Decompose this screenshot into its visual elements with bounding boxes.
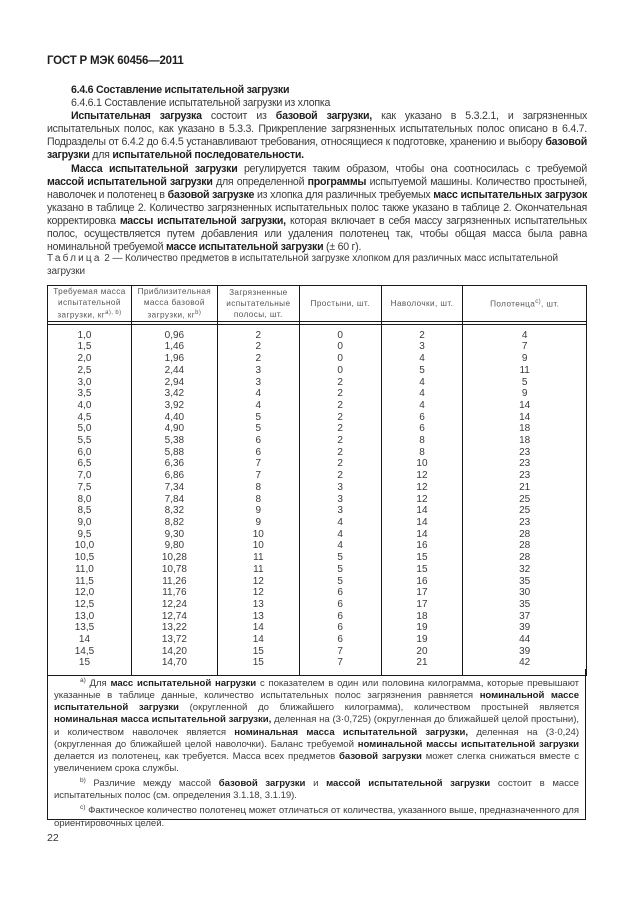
table-cell: 8 — [217, 494, 299, 506]
table-cell: 2 — [299, 435, 381, 447]
table-cell: 13,0 — [48, 611, 132, 623]
table-cell: 13,22 — [131, 622, 217, 634]
table-cell: 13,72 — [131, 634, 217, 646]
table-caption — [47, 252, 587, 278]
table-cell: 4,0 — [48, 400, 132, 412]
table-cell: 1,96 — [131, 353, 217, 365]
table-cell: 15 — [381, 552, 463, 564]
emphasis-term: массой испытательной загрузки — [47, 175, 213, 188]
table-cell: 15 — [381, 564, 463, 576]
table-row — [48, 540, 587, 552]
table-cell: 8 — [381, 435, 463, 447]
table-cell: 7,0 — [48, 470, 132, 482]
table-row — [48, 423, 587, 435]
table-cell: 3 — [299, 494, 381, 506]
table-cell: 2 — [217, 353, 299, 365]
table-cell: 16 — [381, 540, 463, 552]
table-cell: 20 — [381, 646, 463, 658]
table-cell: 14 — [381, 505, 463, 517]
table-cell: 1,5 — [48, 341, 132, 353]
table-cell: 19 — [381, 622, 463, 634]
table-row — [48, 324, 587, 341]
table-cell: 11 — [217, 564, 299, 576]
table-cell: 5,88 — [131, 447, 217, 459]
table-cell: 7 — [299, 657, 381, 675]
table-cell: 11,26 — [131, 576, 217, 588]
table-cell: 6,36 — [131, 458, 217, 470]
table-cell: 6,0 — [48, 447, 132, 459]
table-cell: 5 — [381, 365, 463, 377]
table-row — [48, 576, 587, 588]
footnote: $^{c)}$ Фактическое количество полотенец может отличаться от количества, указанного выше, предназначенного для ориентировочных целей. — [54, 804, 579, 829]
table-cell: 32 — [463, 564, 587, 576]
table-cell: 5 — [299, 564, 381, 576]
emphasis-term: базовой загрузке — [167, 188, 255, 201]
table-cell: 6 — [299, 622, 381, 634]
table-cell: 11,5 — [48, 576, 132, 588]
table-row — [48, 587, 587, 599]
table-cell: 10,5 — [48, 552, 132, 564]
table-cell: 21 — [463, 482, 587, 494]
table-cell: 9 — [217, 505, 299, 517]
table-cell: 0 — [299, 365, 381, 377]
table-cell: 9,80 — [131, 540, 217, 552]
table-cell: 5,38 — [131, 435, 217, 447]
table-cell: 2 — [299, 470, 381, 482]
table-cell: 18 — [463, 423, 587, 435]
table-cell: 4 — [381, 400, 463, 412]
table-cell: 4 — [299, 529, 381, 541]
table-cell: 8 — [381, 447, 463, 459]
emphasis-term: Испытательная загрузка — [71, 110, 202, 123]
table-cell: 3 — [381, 341, 463, 353]
table-cell: 25 — [463, 494, 587, 506]
table-cell: 5 — [299, 552, 381, 564]
table-row — [48, 365, 587, 377]
emphasis-term: номинальная масса испытательной загрузки, — [54, 714, 272, 726]
table-cell: 3 — [217, 377, 299, 389]
column-header-1: Требуемая масса испытательной загрузки, $кг^{a), b)}$ — [48, 286, 132, 322]
footnote-mark: c) — [80, 804, 86, 812]
table-cell: 2 — [299, 400, 381, 412]
table-cell: 4 — [299, 540, 381, 552]
table-cell: 13,5 — [48, 622, 132, 634]
table-cell: 14,70 — [131, 657, 217, 675]
items-table — [47, 285, 587, 676]
table-cell: 39 — [463, 622, 587, 634]
table-cell: 42 — [463, 657, 587, 675]
table-cell: 6 — [299, 587, 381, 599]
table-cell: 5,5 — [48, 435, 132, 447]
table-caption-number: 2 — [104, 253, 110, 264]
table-cell: 3 — [217, 365, 299, 377]
table-cell: 12,74 — [131, 611, 217, 623]
table-cell: 4 — [381, 377, 463, 389]
table-header-row — [48, 286, 587, 322]
table-cell: 2 — [299, 458, 381, 470]
column-header-5: Наволочки, шт. — [381, 286, 463, 322]
table-cell: 35 — [463, 599, 587, 611]
table-cell: 5,0 — [48, 423, 132, 435]
table-cell: 3 — [299, 482, 381, 494]
table-row — [48, 494, 587, 506]
table-cell: 6,5 — [48, 458, 132, 470]
table-row — [48, 341, 587, 353]
table-row — [48, 564, 587, 576]
table-cell: 12 — [381, 494, 463, 506]
table-caption-text: — Количество предметов в испытательной загрузке хлопком для различных масс испытательной загрузки — [47, 253, 558, 277]
table-cell: 7 — [217, 470, 299, 482]
emphasis-term: массе испытательной загрузки — [165, 241, 324, 254]
table-cell: 14 — [381, 517, 463, 529]
table-row — [48, 646, 587, 658]
table-cell: 11 — [463, 365, 587, 377]
table-row — [48, 505, 587, 517]
table-row — [48, 470, 587, 482]
table-cell: 14,20 — [131, 646, 217, 658]
table-cell: 23 — [463, 447, 587, 459]
table-cell: 6 — [299, 599, 381, 611]
column-header-4: Простыни, шт. — [299, 286, 381, 322]
table-cell: 10 — [217, 529, 299, 541]
table-cell: 12,5 — [48, 599, 132, 611]
table-cell: 4,40 — [131, 412, 217, 424]
column-header-2: Приблизительная масса базовой загрузки, $кг^{b)}$ — [131, 286, 217, 322]
table-cell: 4,5 — [48, 412, 132, 424]
section-title: 6.4.6 Составление испытательной загрузки — [71, 84, 290, 96]
table-cell: 2,5 — [48, 365, 132, 377]
table-cell: 9,0 — [48, 517, 132, 529]
emphasis-term: номинальная масса испытательной загрузки, — [234, 726, 469, 738]
table-cell: 13 — [217, 599, 299, 611]
table-footnotes — [47, 669, 586, 829]
table-cell: 2 — [217, 324, 299, 341]
footnote-mark: b) — [80, 776, 86, 784]
table-cell: 7,34 — [131, 482, 217, 494]
table-row — [48, 412, 587, 424]
table-cell: 0 — [299, 324, 381, 341]
table-row — [48, 400, 587, 412]
table-cell: 1,46 — [131, 341, 217, 353]
table-cell: 44 — [463, 634, 587, 646]
table-row — [48, 435, 587, 447]
emphasis-term: базовой загрузки — [218, 778, 306, 790]
table-cell: 25 — [463, 505, 587, 517]
emphasis-term: номинальной массы испытательной загрузки — [357, 738, 579, 750]
table-cell: 8,5 — [48, 505, 132, 517]
table-row — [48, 599, 587, 611]
table-cell: 4,90 — [131, 423, 217, 435]
emphasis-term: номинальной массе испытательной загрузки — [54, 690, 579, 714]
table-cell: 28 — [463, 552, 587, 564]
table-cell: 4 — [381, 388, 463, 400]
table-cell: 10 — [381, 458, 463, 470]
table-cell: 28 — [463, 529, 587, 541]
table-cell: 3,0 — [48, 377, 132, 389]
table-cell: 15 — [48, 657, 132, 675]
table-cell: 14 — [463, 400, 587, 412]
table-cell: 6 — [381, 412, 463, 424]
table-cell: 3 — [299, 505, 381, 517]
table-cell: 10,0 — [48, 540, 132, 552]
table-cell: 19 — [381, 634, 463, 646]
table-row — [48, 552, 587, 564]
table-cell: 17 — [381, 599, 463, 611]
table-row — [48, 611, 587, 623]
table-cell: 12 — [381, 470, 463, 482]
table-cell: 2,94 — [131, 377, 217, 389]
table-cell: 15 — [217, 646, 299, 658]
table-cell: 9,30 — [131, 529, 217, 541]
table-cell: 12 — [217, 576, 299, 588]
table-cell: 2 — [299, 423, 381, 435]
column-header-3: Загрязненные испытательные полосы, шт. — [217, 286, 299, 322]
table-cell: 6 — [299, 611, 381, 623]
table-cell: 10,28 — [131, 552, 217, 564]
table-row — [48, 353, 587, 365]
table-cell: 7,84 — [131, 494, 217, 506]
table-cell: 8 — [217, 482, 299, 494]
table-cell: 16 — [381, 576, 463, 588]
emphasis-term: масс испытательной нагрузки — [110, 678, 257, 690]
table-cell: 17 — [381, 587, 463, 599]
page-number: 22 — [47, 832, 59, 844]
table-cell: 2 — [299, 388, 381, 400]
table-row — [48, 517, 587, 529]
table-cell: 2,0 — [48, 353, 132, 365]
footnote-mark: a) — [80, 677, 86, 684]
table-cell: 12 — [381, 482, 463, 494]
table-cell: 18 — [463, 435, 587, 447]
table-row — [48, 482, 587, 494]
table-cell: 35 — [463, 576, 587, 588]
table-cell: 7 — [217, 458, 299, 470]
table-cell: 18 — [381, 611, 463, 623]
emphasis-term: испытательной последовательности. — [112, 149, 304, 162]
table-row — [48, 388, 587, 400]
table-cell: 4 — [299, 517, 381, 529]
emphasis-term: массы испытательной загрузки, — [119, 214, 286, 227]
table-cell: 15 — [217, 657, 299, 675]
table-cell: 0 — [299, 341, 381, 353]
table-cell: 5 — [463, 377, 587, 389]
table-cell: 6,86 — [131, 470, 217, 482]
table-cell: 6 — [217, 447, 299, 459]
table-cell: 9 — [463, 353, 587, 365]
table-cell: 7,5 — [48, 482, 132, 494]
table-cell: 4 — [217, 400, 299, 412]
table-cell: 2 — [299, 377, 381, 389]
table-cell: 1,0 — [48, 324, 132, 341]
table-row — [48, 458, 587, 470]
table-cell: 0,96 — [131, 324, 217, 341]
table-cell: 2 — [217, 341, 299, 353]
table-row — [48, 622, 587, 634]
table-cell: 12,0 — [48, 587, 132, 599]
table-cell: 7 — [299, 646, 381, 658]
table-cell: 14 — [217, 634, 299, 646]
emphasis-term: базовой загрузки, — [275, 110, 372, 123]
table-cell: 23 — [463, 470, 587, 482]
table-cell: 6 — [217, 435, 299, 447]
table-cell: 11,76 — [131, 587, 217, 599]
table-body — [48, 324, 587, 675]
table-cell: 7 — [463, 341, 587, 353]
table-cell: 5 — [217, 423, 299, 435]
table-cell: 9 — [217, 517, 299, 529]
table-cell: 6 — [381, 423, 463, 435]
emphasis-term: программы — [307, 175, 367, 188]
emphasis-term: масс испытательных загрузок — [433, 188, 588, 201]
table-cell: 5 — [217, 412, 299, 424]
table-caption-prefix: Таблица — [47, 253, 102, 264]
table-cell: 14 — [217, 622, 299, 634]
subsection-title: 6.4.6.1 Составление испытательной загрузки из хлопка — [71, 97, 331, 110]
table-cell: 30 — [463, 587, 587, 599]
table-cell: 4 — [217, 388, 299, 400]
table-cell: 8,82 — [131, 517, 217, 529]
table-cell: 2 — [299, 412, 381, 424]
emphasis-term: Масса испытательной загрузки — [71, 162, 238, 175]
table-cell: 23 — [463, 517, 587, 529]
table-cell: 3,92 — [131, 400, 217, 412]
table-row — [48, 377, 587, 389]
table-row — [48, 634, 587, 646]
footnote: $^{b)}$ Различие между массой базовой загрузки и массой испытательной загрузки состоит в массе испытательных полос (см. определения 3.1.18, 3.1.19). — [54, 776, 579, 802]
table-cell: 8,32 — [131, 505, 217, 517]
table-row — [48, 529, 587, 541]
table-cell: 14 — [48, 634, 132, 646]
table-cell: 12 — [217, 587, 299, 599]
table-cell: 13 — [217, 611, 299, 623]
table-cell: 3,42 — [131, 388, 217, 400]
table-cell: 9,5 — [48, 529, 132, 541]
table-cell: 3,5 — [48, 388, 132, 400]
table-cell: 10 — [217, 540, 299, 552]
paragraph-composition: Испытательная загрузка состоит из базовой загрузки, как указано в 5.3.2.1, и загрязненных испытательных полос, как указано в 5.3.3. Прикрепление загрязненных испытательных полос описано в 6.4.7. Подразделы от 6.4.2 до 6.4.5 устанавливают требования, относящиеся к подготовке, хранению и выбору базовой загрузки для испытательной последовательности. — [47, 110, 588, 162]
table-cell: 4 — [463, 324, 587, 341]
table-cell: 4 — [381, 353, 463, 365]
table-cell: 2 — [299, 447, 381, 459]
document-standard-id: ГОСТ Р МЭК 60456—2011 — [47, 55, 184, 67]
section-text — [47, 84, 587, 254]
table-cell: 11 — [217, 552, 299, 564]
emphasis-term: базовой загрузки — [47, 136, 587, 162]
table-cell: 28 — [463, 540, 587, 552]
table-cell: 12,24 — [131, 599, 217, 611]
emphasis-term: базовой загрузки — [339, 750, 422, 762]
table-cell: 14,5 — [48, 646, 132, 658]
table-row — [48, 447, 587, 459]
footnote: $^{a)}$ Для масс испытательной нагрузки с показателем в один или половина килограмма, которые превышают указанные в таблице данные, количество испытательных полос загрязнения равняется номинальной массе испытательной загрузки (округленной до ближайшего килограмма), количеством простыней является номинальная масса испытательной загрузки, деленная на (3·0,725) (округленная до ближайшей целой простыни), и количеством наволочек является номинальная масса испытательной загрузки, деленная на (3·0,24) (округленная до ближайшей целой наволочки). Баланс требуемой номинальной массы испытательной загрузки делается из полотенец, как требуется. Масса всех предметов базовой загрузки может слегка снижаться вместе с увеличением срока службы. — [54, 677, 579, 774]
table-cell: 37 — [463, 611, 587, 623]
table-cell: 10,78 — [131, 564, 217, 576]
table-cell: 39 — [463, 646, 587, 658]
emphasis-term: массой испытательной загрузки — [326, 778, 491, 790]
table-cell: 14 — [463, 412, 587, 424]
table-cell: 0 — [299, 353, 381, 365]
table-cell: 11,0 — [48, 564, 132, 576]
column-header-6: Полотенца$^{c)}$, шт. — [463, 286, 587, 322]
table-cell: 23 — [463, 458, 587, 470]
table-cell: 2 — [381, 324, 463, 341]
table-cell: 14 — [381, 529, 463, 541]
table-cell: 2,44 — [131, 365, 217, 377]
table-cell: 8,0 — [48, 494, 132, 506]
table-cell: 21 — [381, 657, 463, 675]
paragraph-mass: Масса испытательной загрузки регулируется таким образом, чтобы она соотносилась с требуемой массой испытательной загрузки для определенной программы испытуемой машины. Количество простыней, наволочек и полотенец в базовой загрузке из хлопка для различных требуемых масс испытательных загрузок указано в таблице 2. Количество загрязненных испытательных полос также указано в таблице 2. Окончательная корректировка массы испытательной загрузки, которая включает в себя массу загрязненных испытательных полос, осуществляется путем добавления или удаления полотенец так, чтобы общая масса была равна номинальной требуемой массе испытательной загрузки (± 60 г). — [47, 162, 588, 254]
table-cell: 9 — [463, 388, 587, 400]
table-cell: 5 — [299, 576, 381, 588]
table-cell: 6 — [299, 634, 381, 646]
